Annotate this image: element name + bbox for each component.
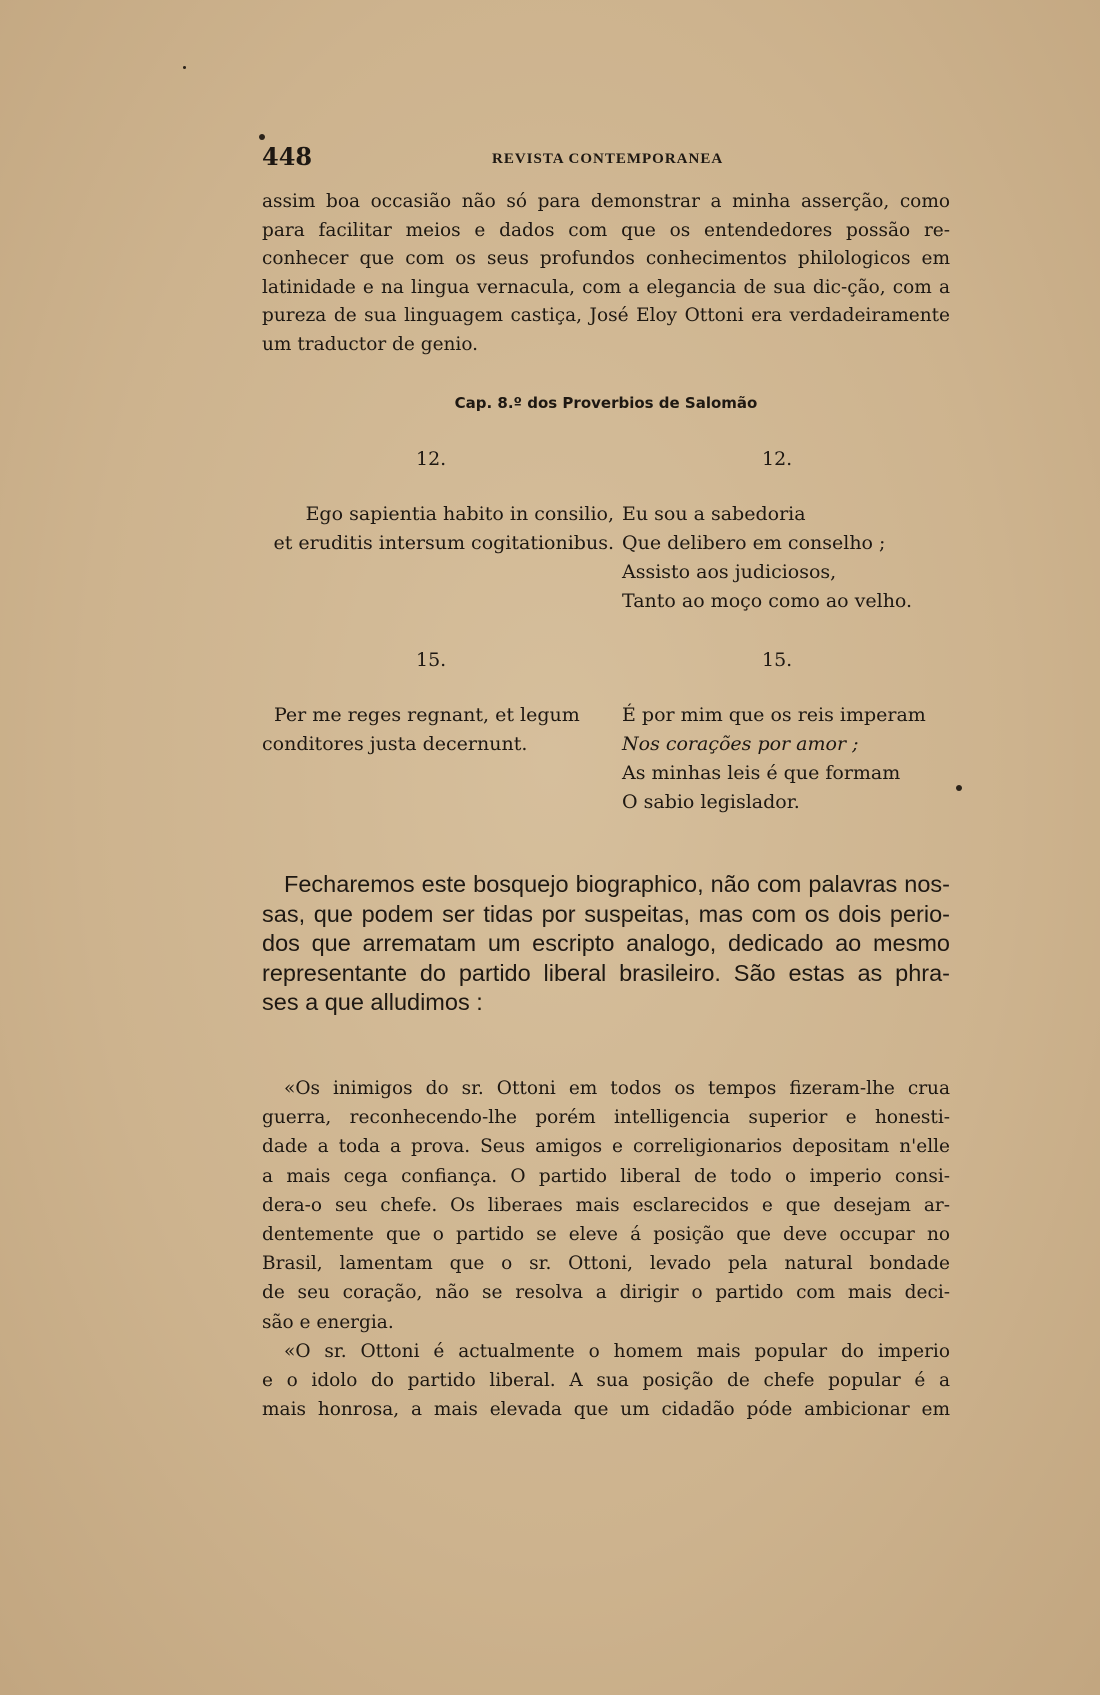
paragraph-line: representante do partido liberal brasileiro. São estas as phra- [262,959,950,986]
latin-verse-number: 12. [416,448,447,470]
quote-line: guerra, reconhecendo-lhe porém intelligencia superior e honesti- [262,1107,950,1129]
quote-line: e o idolo do partido liberal. A sua posição de chefe popular é a [262,1370,950,1392]
paragraph-line: dos que arrematam um escripto analogo, dedicado ao mesmo [262,930,950,956]
latin-line: Ego sapientia habito in consilio, [305,503,614,525]
portuguese-line: Eu sou a sabedoria [622,503,806,525]
ink-speck [183,66,186,69]
latin-verse-text [262,701,580,759]
quote-line: «Os inimigos do sr. Ottoni em todos os tempos fizeram-lhe crua [284,1078,950,1099]
latin-verse-text [274,500,614,558]
portuguese-line: O sabio legislador. [622,791,800,813]
portuguese-line: Que delibero em conselho ; [622,532,886,554]
portuguese-line: As minhas leis é que formam [622,762,901,784]
portuguese-line: É por mim que os reis imperam [622,704,926,726]
page-header [262,142,950,178]
latin-line: Per me reges regnant, et legum [274,704,580,726]
ink-speck [259,134,265,140]
quote-line: são e energia. [262,1311,394,1333]
paragraph-line: Fecharemos este bosquejo biographico, não com palavras nos- [284,871,950,897]
quote-line: a mais cega confiança. O partido liberal de todo o imperio consi- [262,1165,950,1187]
latin-line: et eruditis intersum cogitationibus. [273,532,614,554]
ink-speck [956,785,962,791]
intro-paragraph: assim boa occasião não só para demonstrar a minha asserção, como para facilitar meios e dados com que os entendedores possão re-conhecer que com os seus profundos conhecimentos philologicos em latinidade e na lingua vernacula, com a elegancia de sua dic-ção, com a pureza de sua linguagem castiça, José Eloy Ottoni era verdadeiramente um traductor de genio. [262,191,950,355]
quote-line: dade a toda a prova. Seus amigos e correligionarios depositam n'elle [262,1136,950,1158]
quote-line: de seu coração, não se resolva a dirigir o partido com mais deci- [262,1282,950,1304]
quote-line: dentemente que o partido se eleve á posição que deve occupar no [262,1224,950,1246]
paragraph-line: sas, que podem ser tidas por suspeitas, mas com os dois perio- [262,900,950,927]
quote-line: dera-o seu chefe. Os liberaes mais esclarecidos e que desejam ar- [262,1194,950,1216]
portuguese-verse-number: 12. [762,448,793,470]
portuguese-line: Nos corações por amor ; [622,733,859,755]
paragraph-line: ses a que alludimos : [262,989,483,1015]
latin-verse-number: 15. [416,649,447,671]
verse-caption: Cap. 8.º dos Proverbios de Salomão [454,394,758,412]
portuguese-verse-number: 15. [762,649,793,671]
running-title: REVISTA CONTEMPORANEA [492,151,724,167]
portuguese-verse-text [622,500,912,616]
latin-line: conditores justa decernunt. [262,733,528,755]
closing-paragraph [262,870,950,1018]
quote-line: Brasil, lamentam que o sr. Ottoni, levado pela natural bondade [262,1253,950,1275]
page-number: 448 [262,142,313,171]
portuguese-line: Tanto ao moço como ao velho. [622,590,913,612]
quote-line: mais honrosa, a mais elevada que um cidadão póde ambicionar em [262,1399,950,1421]
quotation-block [262,1074,950,1424]
portuguese-line: Assisto aos judiciosos, [622,561,837,583]
portuguese-verse-text [622,701,926,817]
quote-line: «O sr. Ottoni é actualmente o homem mais popular do imperio [284,1340,950,1362]
